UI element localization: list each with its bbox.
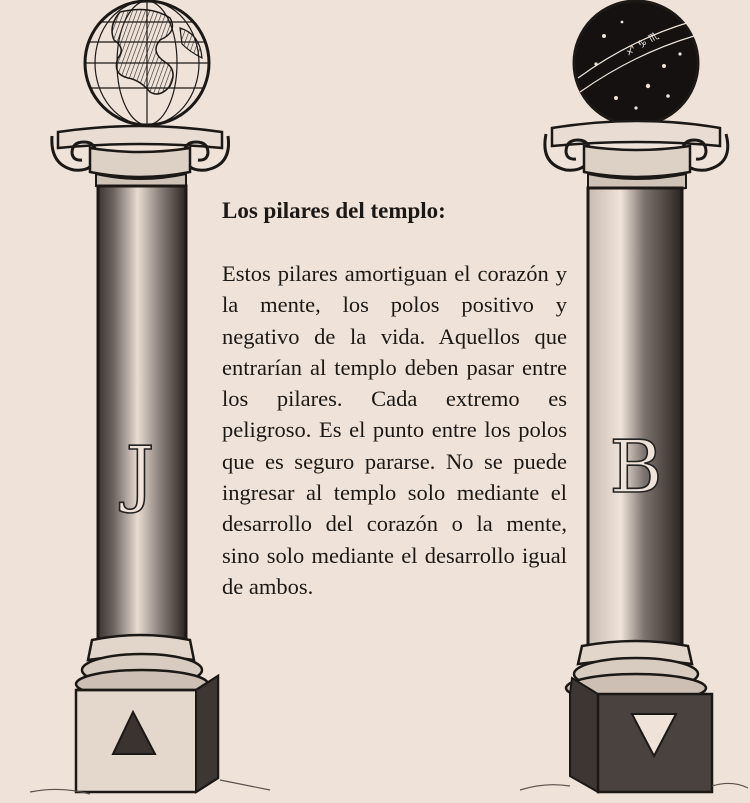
pillar-letter-j: J <box>125 431 155 515</box>
celestial-globe-icon <box>574 1 698 125</box>
right-pillar <box>545 1 728 792</box>
left-pillar <box>52 1 229 792</box>
terrestrial-globe-icon <box>85 1 209 125</box>
svg-text:♐ ♑ ♏: ♐ ♑ ♏ <box>623 29 662 59</box>
page-title: Los pilares del templo: <box>222 198 446 223</box>
pillar-letter-b: B <box>609 425 663 509</box>
body-paragraph: Estos pilares amortiguan el corazón y la mente, los polos positivo y negativo de la vida. Aquellos que entrarían al templo deben pasar entre los pilares. Cada extremo es peligroso. Es el punto entre los polos que es seguro pararse. No se puede ingresar al templo solo mediante el desarrollo del corazón o la mente, sino solo mediante el desarrollo igual de ambos. <box>222 261 567 599</box>
